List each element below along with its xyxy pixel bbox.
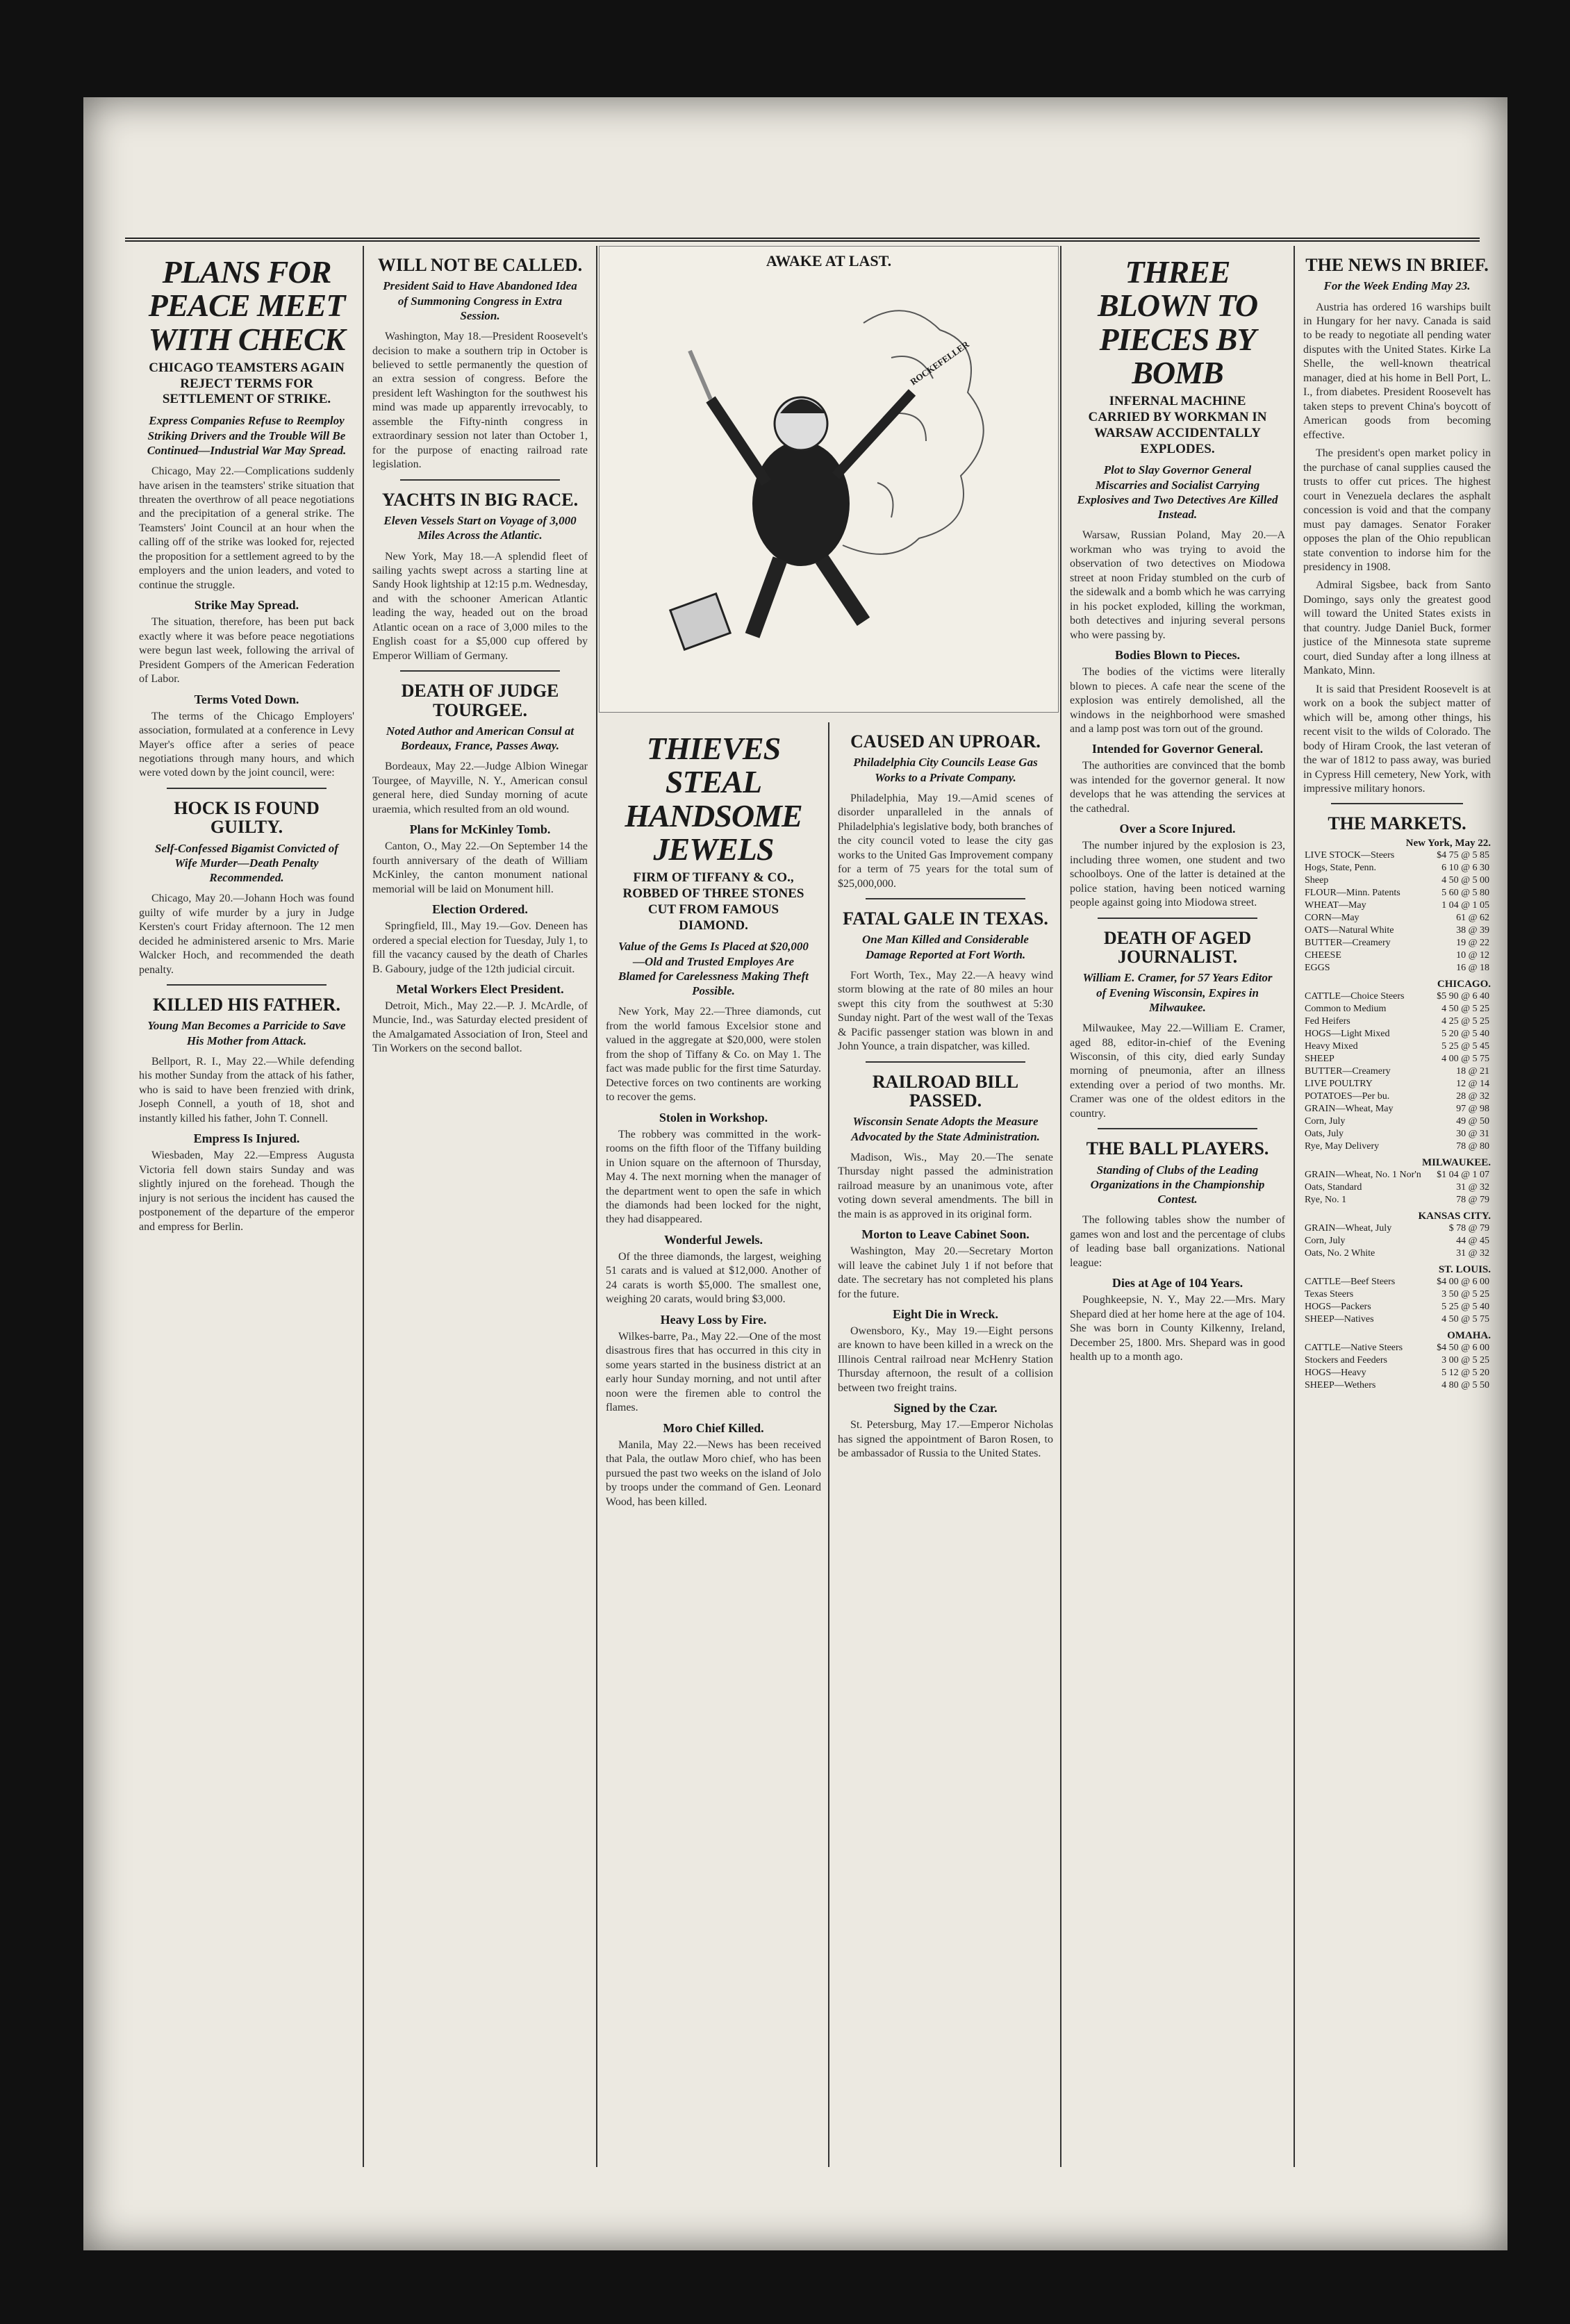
market-value: 5 12 @ 5 20 — [1441, 1367, 1489, 1378]
market-value: 4 80 @ 5 50 — [1441, 1379, 1489, 1391]
market-row — [1303, 1194, 1491, 1206]
sidehead: Intended for Governor General. — [1091, 742, 1264, 756]
divider — [400, 479, 560, 481]
market-value: 6 10 @ 6 30 — [1441, 862, 1489, 873]
market-item: BUTTER—Creamery — [1305, 1065, 1391, 1077]
article-text: Owensboro, Ky., May 19.—Eight persons are known to have been killed in a wreck on the Illinois Central railroad near McHenry Station Thursday afternoon, the result of a collision between two freight trains. — [838, 1325, 1053, 1394]
market-row — [1303, 937, 1491, 949]
market-item: CATTLE—Beef Steers — [1305, 1276, 1396, 1287]
market-row — [1303, 1301, 1491, 1313]
market-value: 18 @ 21 — [1456, 1065, 1489, 1077]
article-text: The authorities are convinced that the bomb was intended for the governor general. It now develops that he was attending the services at the cathedral. — [1070, 760, 1285, 815]
market-row — [1303, 962, 1491, 974]
market-value: $4 50 @ 6 00 — [1437, 1342, 1489, 1353]
newspaper-page — [83, 97, 1507, 2250]
market-item: WHEAT—May — [1305, 899, 1366, 911]
brief-text: Austria has ordered 16 warships built in Hungary for her navy. Canada is said to be ready to negotiate all pending water disputes with the United States. Kirke La Shelle, the well-known theatrical manager, died at his home in Bell Port, L. I., from diabetes. President Roosevelt has taken steps to prevent China's boycott of American goods from becoming effective. — [1303, 301, 1491, 441]
sidehead: Plans for McKinley Tomb. — [409, 822, 551, 837]
market-item: CHEESE — [1305, 949, 1341, 961]
sidehead: Metal Workers Elect President. — [396, 982, 564, 996]
headline-aged-journalist: DEATH OF AGED JOURNALIST. — [1103, 927, 1252, 967]
market-item: CATTLE—Choice Steers — [1305, 990, 1405, 1002]
dek-fort-worth: One Man Killed and Considerable Damage Reported at Fort Worth. — [862, 933, 1029, 961]
markets-table-omaha — [1303, 1342, 1491, 1392]
market-row — [1303, 1222, 1491, 1235]
market-value: 10 @ 12 — [1456, 949, 1489, 961]
markets-table-milwaukee — [1303, 1169, 1491, 1206]
sidehead: Heavy Loss by Fire. — [660, 1312, 767, 1327]
market-value: 31 @ 32 — [1456, 1181, 1489, 1193]
market-value: 4 25 @ 5 25 — [1441, 1015, 1489, 1027]
market-item: SHEEP—Wethers — [1305, 1379, 1376, 1391]
market-item: POTATOES—Per bu. — [1305, 1090, 1390, 1102]
sidehead: Bodies Blown to Pieces. — [1115, 648, 1240, 663]
article-text: Chicago, May 20.—Johann Hoch was found guilty of wife murder by a jury in Judge Kersten's court Friday afternoon. The 12 men decided he administered arsenic to Mrs. Marie Walcker Hoch, and recommended the death penalty. — [139, 893, 354, 976]
article-text: Fort Worth, Tex., May 22.—A heavy wind storm blowing at the rate of 80 miles an hour swept this city from the southwest at 5:30 Sunday night. Part of the west wall of the Texas & Pacific passenger station was blown in and John Younce, a train dispatcher, was killed. — [838, 969, 1053, 1053]
article-text: Washington, May 20.—Secretary Morton will leave the cabinet July 1 if not before that date. The secretary has not completed his plans for the future. — [838, 1245, 1053, 1300]
article-text: Bordeaux, May 22.—Judge Albion Winegar Tourgee, of Mayville, N. Y., American consul general here, died Sunday morning of acute uraemia, which resulted from an old wound. — [372, 761, 588, 815]
article-text: The robbery was committed in the work-rooms on the fifth floor of the Tiffany building in Union square on the afternoon of Thursday, May 4. The next morning when the manager of the department went to open the safe in which the diamonds had been locked for the night, they had disappeared. — [606, 1128, 821, 1226]
market-value: 5 20 @ 5 40 — [1441, 1028, 1489, 1039]
market-value: 78 @ 80 — [1456, 1140, 1489, 1152]
markets-kansas-title: KANSAS CITY. — [1418, 1210, 1491, 1222]
dek-gems: Value of the Gems Is Placed at $20,000—Old and Trusted Employes Are Blamed for Carelessness Making Theft Possible. — [618, 940, 809, 998]
sidehead: Dies at Age of 104 Years. — [1112, 1276, 1243, 1290]
market-item: HOGS—Heavy — [1305, 1367, 1366, 1378]
headline-will-not-be-called: WILL NOT BE CALLED. — [377, 255, 583, 275]
market-row — [1303, 1028, 1491, 1040]
brief-text: Admiral Sigsbee, back from Santo Domingo, says only the greatest good will toward the United States exists in that country. Judge Daniel Buck, former justice of the Minnesota state supreme court, died Sunday after a long illness at Mankato, Minn. — [1303, 579, 1491, 677]
market-item: LIVE STOCK—Steers — [1305, 849, 1395, 861]
dek-tourgee: Noted Author and American Consul at Bordeaux, France, Passes Away. — [386, 724, 575, 753]
market-value: $5 90 @ 6 40 — [1437, 990, 1489, 1002]
cartoon-title: AWAKE AT LAST. — [766, 252, 892, 269]
sidehead: Election Ordered. — [432, 902, 528, 917]
market-row — [1303, 899, 1491, 912]
market-value: 5 25 @ 5 40 — [1441, 1301, 1489, 1312]
column-separator — [1294, 246, 1295, 2167]
divider — [167, 984, 327, 986]
market-item: Oats, No. 2 White — [1305, 1247, 1375, 1259]
sidehead: Wonderful Jewels. — [664, 1232, 763, 1247]
market-value: 49 @ 50 — [1456, 1115, 1489, 1127]
market-value: 5 60 @ 5 80 — [1441, 887, 1489, 898]
market-row — [1303, 1053, 1491, 1065]
market-row — [1303, 1090, 1491, 1103]
market-row — [1303, 862, 1491, 874]
sidehead: Stolen in Workshop. — [659, 1110, 768, 1124]
market-row — [1303, 1065, 1491, 1078]
market-item: Oats, July — [1305, 1128, 1344, 1139]
divider — [167, 788, 327, 789]
market-item: SHEEP—Natives — [1305, 1313, 1374, 1325]
article-text: Wilkes-barre, Pa., May 22.—One of the most disastrous fires that has occurred in this city in some years started in the business district at an early hour Sunday morning, and not until after noon were the firemen able to control the flames. — [606, 1330, 821, 1414]
market-item: GRAIN—Wheat, July — [1305, 1222, 1392, 1234]
article-text: St. Petersburg, May 17.—Emperor Nicholas has signed the appointment of Baron Rosen, to be ambassador of Russia to the United States. — [838, 1419, 1053, 1460]
market-row — [1303, 1235, 1491, 1247]
markets-table-chicago — [1303, 990, 1491, 1153]
headline-tourgee: DEATH OF JUDGE TOURGEE. — [401, 681, 559, 720]
market-item: GRAIN—Wheat, May — [1305, 1103, 1394, 1114]
market-item: Fed Heifers — [1305, 1015, 1350, 1027]
dek-yachts: Eleven Vessels Start on Voyage of 3,000 Miles Across the Atlantic. — [383, 514, 577, 542]
column-1 — [132, 246, 361, 2167]
headline-thieves-steal: THIEVES STEAL HANDSOME JEWELS — [625, 731, 802, 867]
divider — [400, 670, 560, 672]
headline-three-blown: THREE BLOWN TO PIECES BY BOMB — [1097, 254, 1258, 390]
market-item: Hogs, State, Penn. — [1305, 862, 1377, 873]
article-text: Wiesbaden, May 22.—Empress Augusta Victoria fell down stairs Sunday and was slightly injured on the forehead. Though the injury is not serious the incident has caused the postponement of the departure of the emperor and empress for Berlin. — [139, 1149, 354, 1233]
dek-extra-session: President Said to Have Abandoned Idea of Summoning Congress in Extra Session. — [383, 279, 577, 322]
article-text: The bodies of the victims were literally blown to pieces. A cafe near the scene of the explosion was entirely demolished, all the windows in the neighborhood were smashed and a lamp post was torn out of the ground. — [1070, 666, 1285, 735]
column-separator — [828, 722, 829, 2167]
market-row — [1303, 1379, 1491, 1392]
article-text: New York, May 22.—Three diamonds, cut from the world famous Excelsior stone and valued in the aggregate at $20,000, were stolen from the shop of Tiffany & Co. on May 1. The fact was made public for the first time Saturday. Detective forces on two continents are working to recover the gems. — [606, 1006, 821, 1104]
headline-ball-players: THE BALL PLAYERS. — [1086, 1138, 1269, 1159]
divider — [1331, 803, 1463, 804]
markets-stlouis-title: ST. LOUIS. — [1438, 1263, 1491, 1275]
market-row — [1303, 1367, 1491, 1379]
divider — [1098, 1128, 1257, 1129]
market-row — [1303, 1288, 1491, 1301]
dek-express-companies: Express Companies Refuse to Reemploy Striking Drivers and the Trouble Will Be Continued—Industrial War May Spread. — [147, 414, 347, 457]
brief-text: It is said that President Roosevelt is at work on a book the subject matter of which will be, among other things, his recent visit to the wilds of Colorado. The body of Hiram Crook, the last veteran of the war of 1812 to pass away, was buried in Cypress Hill cemetery, New York, with impressive military honors. — [1303, 683, 1491, 795]
market-value: 28 @ 32 — [1456, 1090, 1489, 1102]
dek-cramer: William E. Cramer, for 57 Years Editor of Evening Wisconsin, Expires in Milwaukee. — [1082, 971, 1273, 1014]
market-item: Rye, No. 1 — [1305, 1194, 1347, 1205]
article-text: The following tables show the number of games won and lost and the percentage of clubs of leading base ball organizations. National league: — [1070, 1214, 1285, 1269]
market-value: 19 @ 22 — [1456, 937, 1489, 948]
column-6 — [1296, 246, 1498, 2167]
headline-railroad-bill: RAILROAD BILL PASSED. — [872, 1071, 1019, 1111]
market-row — [1303, 1103, 1491, 1115]
article-text: Springfield, Ill., May 19.—Gov. Deneen has ordered a special election for Tuesday, July 1, to fill the vacancy caused by the death of Charles B. Gaboury, judge of the 12th judicial circuit. — [372, 920, 588, 975]
market-value: $4 00 @ 6 00 — [1437, 1276, 1489, 1287]
market-row — [1303, 924, 1491, 937]
divider — [866, 1061, 1025, 1063]
market-value: 3 50 @ 5 25 — [1441, 1288, 1489, 1300]
market-value: 4 00 @ 5 75 — [1441, 1053, 1489, 1064]
markets-table-kansas — [1303, 1222, 1491, 1260]
sidehead: Over a Score Injured. — [1119, 822, 1236, 836]
market-value: $1 04 @ 1 07 — [1437, 1169, 1489, 1180]
dek-parricide: Young Man Becomes a Parricide to Save His Mother from Attack. — [147, 1019, 346, 1047]
market-value: 78 @ 79 — [1456, 1194, 1489, 1205]
dek-wisconsin: Wisconsin Senate Adopts the Measure Advocated by the State Administration. — [851, 1115, 1040, 1143]
headline-fatal-gale: FATAL GALE IN TEXAS. — [843, 908, 1048, 929]
sidehead: Eight Die in Wreck. — [892, 1307, 998, 1321]
article-text: Bellport, R. I., May 22.—While defending his mother Sunday from the attack of his father, who is said to have been frenzied with drink, Joseph Connell, a youth of 18, shot and instantly killed his father, John T. Connell. — [139, 1055, 354, 1124]
headline-uproar: CAUSED AN UPROAR. — [850, 731, 1041, 752]
market-row — [1303, 1115, 1491, 1128]
column-4 — [831, 722, 1060, 2167]
dek-week-ending: For the Week Ending May 23. — [1323, 279, 1471, 293]
headline-markets: THE MARKETS. — [1328, 813, 1466, 834]
market-value: 61 @ 62 — [1456, 912, 1489, 923]
market-row — [1303, 1078, 1491, 1090]
market-item: GRAIN—Wheat, No. 1 Nor'n — [1305, 1169, 1421, 1180]
column-2 — [365, 246, 595, 2167]
market-value: 4 50 @ 5 75 — [1441, 1313, 1489, 1325]
market-value: 44 @ 45 — [1456, 1235, 1489, 1246]
market-row — [1303, 990, 1491, 1003]
market-item: Corn, July — [1305, 1235, 1346, 1246]
market-value: 4 50 @ 5 00 — [1441, 874, 1489, 886]
cartoon-awake-at-last — [599, 246, 1059, 713]
market-value: 12 @ 14 — [1456, 1078, 1489, 1089]
market-value: 38 @ 39 — [1456, 924, 1489, 936]
divider — [1098, 918, 1257, 919]
sidehead: Signed by the Czar. — [893, 1401, 998, 1416]
dek-hock: Self-Confessed Bigamist Convicted of Wife Murder—Death Penalty Recommended. — [155, 841, 338, 885]
market-item: CATTLE—Native Steers — [1305, 1342, 1403, 1353]
headline-plans-for-peace: PLANS FOR PEACE MEET WITH CHECK — [148, 254, 345, 357]
article-text: The terms of the Chicago Employers' association, formulated at a conference in Levy Mayer's office after a series of peace negotiations through many hours, and which were voted down by the joint council, were: — [139, 710, 354, 779]
market-row — [1303, 1003, 1491, 1015]
market-item: Heavy Mixed — [1305, 1040, 1358, 1052]
market-row — [1303, 949, 1491, 962]
market-item: Rye, May Delivery — [1305, 1140, 1380, 1152]
market-row — [1303, 1015, 1491, 1028]
market-item: CORN—May — [1305, 912, 1360, 923]
top-rule — [125, 238, 1480, 242]
market-row — [1303, 1276, 1491, 1288]
market-row — [1303, 887, 1491, 899]
market-value: 4 50 @ 5 25 — [1441, 1003, 1489, 1014]
markets-date: New York, May 22. — [1405, 837, 1491, 849]
markets-table-newyork — [1303, 849, 1491, 974]
market-row — [1303, 1040, 1491, 1053]
article-text: Canton, O., May 22.—On September 14 the fourth anniversary of the death of William McKinley, the canton monument national memorial will be laid on Monument hill. — [372, 840, 588, 895]
sidehead: Strike May Spread. — [194, 598, 299, 613]
market-row — [1303, 1342, 1491, 1354]
headline-killed-father: KILLED HIS FATHER. — [153, 995, 340, 1015]
article-text: Chicago, May 22.—Complications suddenly have arisen in the teamsters' strike situation that threaten the overthrow of all peace negotiations and the precipitation of a general strike. The Teamsters' Joint Council at an hour when the calling off of the strike was looked for, rejected the proposition for a settlement agreed to by the employers and the union leaders, and voted to continue the struggle. — [139, 465, 354, 591]
cartoon-label: ROCKEFELLER — [908, 338, 971, 388]
sidehead: Empress Is Injured. — [193, 1131, 300, 1146]
market-row — [1303, 1313, 1491, 1326]
column-separator — [363, 246, 364, 2167]
market-row — [1303, 1140, 1491, 1153]
article-text: Milwaukee, May 22.—William E. Cramer, aged 88, editor-in-chief of the Evening Wisconsin, of this city, died early Sunday morning of pneumonia, after an illness extending over a period of two months. Mr. Cramer was one of the oldest editors in the country. — [1070, 1022, 1285, 1120]
divider — [866, 898, 1025, 899]
market-row — [1303, 1354, 1491, 1367]
article-text: The situation, therefore, has been put back exactly where it was before peace negotiations were begun last week, following the arrival of President Gompers of the American Federation of Labor. — [139, 616, 354, 686]
market-item: Common to Medium — [1305, 1003, 1387, 1014]
subhead-tiffany: FIRM OF TIFFANY & CO., ROBBED OF THREE STONES CUT FROM FAMOUS DIAMOND. — [622, 870, 804, 933]
market-row — [1303, 1169, 1491, 1181]
cartoon-illustration — [600, 274, 1058, 712]
column-separator — [596, 246, 597, 2167]
market-value: $ 78 @ 79 — [1448, 1222, 1489, 1234]
markets-chicago-title: CHICAGO. — [1437, 978, 1491, 990]
article-text: Madison, Wis., May 20.—The senate Thursday night passed the administration railroad measure by an unanimous vote, after voting down several amendments. The bill in the main is as approved in its original form. — [838, 1151, 1053, 1220]
market-value: 16 @ 18 — [1456, 962, 1489, 973]
article-text: The number injured by the explosion is 23, including three women, one student and two schoolboys. One of the latter is detained at the police station, having been noticed warning people against going into Miodowa street. — [1070, 840, 1285, 909]
markets-omaha-title: OMAHA. — [1447, 1329, 1491, 1341]
market-item: HOGS—Packers — [1305, 1301, 1371, 1312]
sidehead: Moro Chief Killed. — [663, 1420, 764, 1435]
market-value: 1 04 @ 1 05 — [1441, 899, 1489, 911]
article-text: Poughkeepsie, N. Y., May 22.—Mrs. Mary Shepard died at her home here at the age of 104. She was born in County Kilkenny, Ireland, December 25, 1800. Mrs. Shepard was in good health up to a month ago. — [1070, 1294, 1285, 1363]
market-item: Stockers and Feeders — [1305, 1354, 1387, 1366]
dek-plot: Plot to Slay Governor General Miscarries and Socialist Carrying Explosives and Two Detectives Are Killed Instead. — [1077, 463, 1278, 522]
market-item: Corn, July — [1305, 1115, 1346, 1127]
headline-yachts: YACHTS IN BIG RACE. — [381, 489, 579, 510]
headline-hock-guilty: HOCK IS FOUND GUILTY. — [174, 797, 320, 838]
article-text: Warsaw, Russian Poland, May 20.—A workman who was trying to avoid the observation of two detectives on Miodowa street at noon Friday stumbled on the curb of the sidewalk and a bomb which he was carrying in his pocket exploded, killing the workman, both detectives and injuring several persons who were passing by. — [1070, 529, 1285, 641]
dek-standings: Standing of Clubs of the Leading Organizations in the Championship Contest. — [1090, 1163, 1265, 1206]
market-value: $4 75 @ 5 85 — [1437, 849, 1489, 861]
article-text: Philadelphia, May 19.—Amid scenes of disorder unparalleled in the annals of Philadelphia's legislative body, both branches of the city council voted to lease the city gas works to the United Gas Improvement company for a term of 75 years for the total sum of $25,000,000. — [838, 792, 1053, 890]
market-value: 3 00 @ 5 25 — [1441, 1354, 1489, 1366]
market-item: EGGS — [1305, 962, 1330, 973]
market-item: Sheep — [1305, 874, 1329, 886]
article-text: Of the three diamonds, the largest, weighing 51 carats and is valued at $12,000. Another of 24 carats is worth $5,000. The smallest one, weighing 20 carats, would bring $3,000. — [606, 1250, 821, 1306]
sidehead: Terms Voted Down. — [194, 692, 299, 706]
market-value: 31 @ 32 — [1456, 1247, 1489, 1259]
market-value: 5 25 @ 5 45 — [1441, 1040, 1489, 1052]
market-item: Oats, Standard — [1305, 1181, 1362, 1193]
market-item: FLOUR—Minn. Patents — [1305, 887, 1400, 898]
subhead-teamsters: CHICAGO TEAMSTERS AGAIN REJECT TERMS FOR SETTLEMENT OF STRIKE. — [149, 360, 345, 407]
market-item: LIVE POULTRY — [1305, 1078, 1373, 1089]
article-text: Manila, May 22.—News has been received that Pala, the outlaw Moro chief, who has been pursued the past two weeks on the island of Jolo by troops under the command of Gen. Leonard Wood, has been killed. — [606, 1438, 821, 1508]
brief-text: The president's open market policy in the purchase of canal supplies caused the trusts to offer cut prices. The highest court in Venezuela declares the asphalt concession is void and that the company must pay damages. Senator Foraker opposes the plan of the Ohio republican state convention to indorse him for the presidency in 1908. — [1303, 447, 1491, 573]
article-text: New York, May 18.—A splendid fleet of sailing yachts swept across a starting line at Sandy Hook lightship at 12:15 p.m. Wednesday, and with the schooner American Atlantic leading the way, headed out on the broad Atlantic ocean on a race of 3,000 miles to the English coast for a $5,000 cup offered by Emperor William of Germany. — [372, 550, 588, 662]
column-3 — [599, 722, 828, 2167]
market-item: SHEEP — [1305, 1053, 1334, 1064]
market-value: 30 @ 31 — [1456, 1128, 1489, 1139]
market-row — [1303, 1181, 1491, 1194]
dek-gas-works: Philadelphia City Councils Lease Gas Works to a Private Company. — [853, 756, 1038, 784]
market-row — [1303, 912, 1491, 924]
market-item: BUTTER—Creamery — [1305, 937, 1391, 948]
market-item: HOGS—Light Mixed — [1305, 1028, 1390, 1039]
market-value: 97 @ 98 — [1456, 1103, 1489, 1114]
market-item: Texas Steers — [1305, 1288, 1354, 1300]
market-row — [1303, 1128, 1491, 1140]
sidehead: Morton to Leave Cabinet Soon. — [861, 1227, 1030, 1242]
article-text: Washington, May 18.—President Roosevelt's decision to make a southern trip in October is believed to settle permanently the question of an extra session of congress. Before the president left Washington for the southwest his mind was made up apparently irrevocably, to assemble the Fifty-ninth congress in extraordinary session not later than October 1, for the purpose of enacting railroad rate legislation. — [372, 331, 588, 471]
markets-table-stlouis — [1303, 1276, 1491, 1326]
headline-news-in-brief: THE NEWS IN BRIEF. — [1305, 255, 1489, 275]
column-5 — [1063, 246, 1292, 2167]
market-item: OATS—Natural White — [1305, 924, 1394, 936]
market-row — [1303, 1247, 1491, 1260]
market-row — [1303, 874, 1491, 887]
markets-milwaukee-title: MILWAUKEE. — [1421, 1156, 1491, 1168]
subhead-warsaw: INFERNAL MACHINE CARRIED BY WORKMAN IN WARSAW ACCIDENTALLY EXPLODES. — [1088, 394, 1267, 456]
column-separator — [1060, 246, 1061, 2167]
market-row — [1303, 849, 1491, 862]
article-text: Detroit, Mich., May 22.—P. J. McArdle, of Muncie, Ind., was Saturday elected president of the Amalgamated Association of Iron, Steel and Tin Workers on the second ballot. — [372, 1000, 588, 1055]
